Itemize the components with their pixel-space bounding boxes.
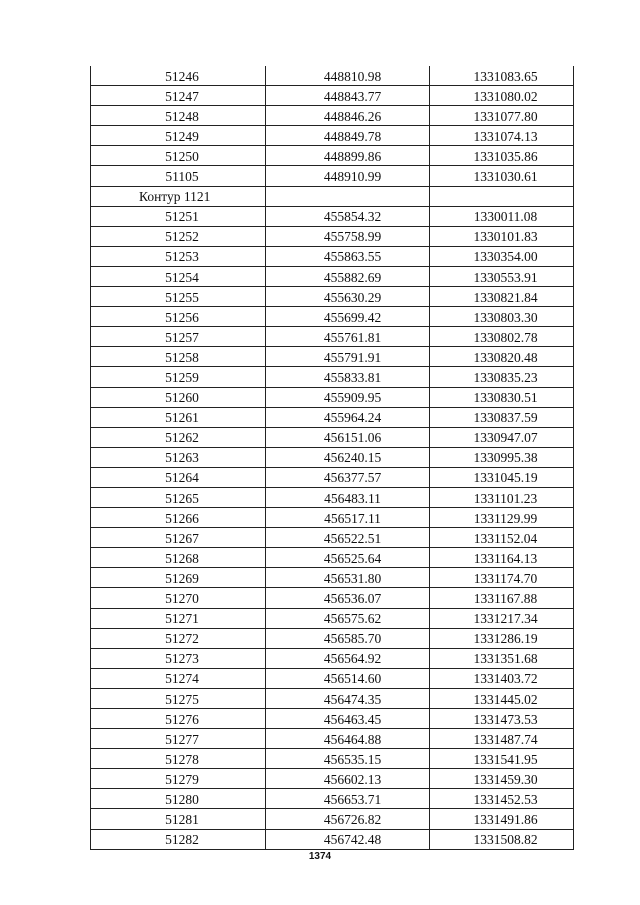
- y-coordinate-cell: 1330802.78: [429, 327, 574, 347]
- table-row: [90, 146, 574, 166]
- page-number: 1374: [308, 851, 332, 862]
- table-row: [90, 528, 574, 548]
- point-id-cell: 51276: [90, 709, 265, 729]
- point-id-cell: 51263: [90, 448, 265, 468]
- y-coordinate-cell: 1330830.51: [429, 388, 574, 408]
- table-row: [90, 488, 574, 508]
- table-row: [90, 629, 574, 649]
- point-id-cell: 51274: [90, 669, 265, 689]
- y-coordinate-cell: 1331487.74: [429, 729, 574, 749]
- table-row: [90, 729, 574, 749]
- x-coordinate-cell: 456483.11: [265, 488, 429, 508]
- point-id-cell: 51265: [90, 488, 265, 508]
- y-coordinate-cell: 1331473.53: [429, 709, 574, 729]
- x-coordinate-cell: 456602.13: [265, 769, 429, 789]
- y-coordinate-cell: 1330553.91: [429, 267, 574, 287]
- table-row: [90, 66, 574, 86]
- x-coordinate-cell: 455630.29: [265, 287, 429, 307]
- x-coordinate-cell: 456522.51: [265, 528, 429, 548]
- table-row: [90, 408, 574, 428]
- y-coordinate-cell: 1330101.83: [429, 227, 574, 247]
- x-coordinate-cell: 456742.48: [265, 830, 429, 850]
- point-id-cell: 51254: [90, 267, 265, 287]
- point-id-cell: 51248: [90, 106, 265, 126]
- x-coordinate-cell: 455909.95: [265, 388, 429, 408]
- x-coordinate-cell: 455761.81: [265, 327, 429, 347]
- y-coordinate-cell: 1331101.23: [429, 488, 574, 508]
- table-row: [90, 749, 574, 769]
- table-row: [90, 468, 574, 488]
- x-coordinate-cell: 448810.98: [265, 66, 429, 86]
- y-coordinate-cell: 1331508.82: [429, 830, 574, 850]
- y-coordinate-cell: 1330821.84: [429, 287, 574, 307]
- point-id-cell: 51252: [90, 227, 265, 247]
- y-coordinate-cell: 1331459.30: [429, 769, 574, 789]
- x-coordinate-cell: 455699.42: [265, 307, 429, 327]
- table-row: [90, 649, 574, 669]
- table-row: [90, 106, 574, 126]
- x-coordinate-cell: 455758.99: [265, 227, 429, 247]
- point-id-cell: 51275: [90, 689, 265, 709]
- point-id-cell: 51250: [90, 146, 265, 166]
- section-header-row: [90, 187, 574, 207]
- point-id-cell: 51282: [90, 830, 265, 850]
- table-row: [90, 388, 574, 408]
- point-id-cell: 51253: [90, 247, 265, 267]
- x-coordinate-cell: 456525.64: [265, 548, 429, 568]
- x-coordinate-cell: 456585.70: [265, 629, 429, 649]
- point-id-cell: 51249: [90, 126, 265, 146]
- point-id-cell: 51257: [90, 327, 265, 347]
- point-id-cell: 51256: [90, 307, 265, 327]
- y-coordinate-cell: 1330820.48: [429, 347, 574, 367]
- y-coordinate-cell: 1331077.80: [429, 106, 574, 126]
- x-coordinate-cell: 456531.80: [265, 568, 429, 588]
- point-id-cell: 51280: [90, 789, 265, 809]
- y-coordinate-cell: 1331452.53: [429, 789, 574, 809]
- table-row: [90, 327, 574, 347]
- point-id-cell: 51255: [90, 287, 265, 307]
- x-coordinate-cell: 448910.99: [265, 166, 429, 186]
- point-id-cell: 51271: [90, 609, 265, 629]
- y-coordinate-cell: 1331286.19: [429, 629, 574, 649]
- y-coordinate-cell: 1331045.19: [429, 468, 574, 488]
- table-row: [90, 809, 574, 829]
- x-coordinate-cell: 455791.91: [265, 347, 429, 367]
- table-row: [90, 307, 574, 327]
- y-coordinate-cell: 1331129.99: [429, 508, 574, 528]
- y-coordinate-cell: 1331491.86: [429, 809, 574, 829]
- point-id-cell: 51279: [90, 769, 265, 789]
- table-row: [90, 609, 574, 629]
- y-coordinate-cell: 1331035.86: [429, 146, 574, 166]
- point-id-cell: 51251: [90, 207, 265, 227]
- x-coordinate-cell: 448899.86: [265, 146, 429, 166]
- x-coordinate-cell: 456517.11: [265, 508, 429, 528]
- point-id-cell: 51260: [90, 388, 265, 408]
- point-id-cell: 51105: [90, 166, 265, 186]
- point-id-cell: 51267: [90, 528, 265, 548]
- x-coordinate-cell: 456474.35: [265, 689, 429, 709]
- point-id-cell: 51246: [90, 66, 265, 86]
- x-coordinate-cell: 448849.78: [265, 126, 429, 146]
- y-coordinate-cell: 1331167.88: [429, 588, 574, 608]
- table-row: [90, 689, 574, 709]
- x-coordinate-cell: 455882.69: [265, 267, 429, 287]
- point-id-cell: 51247: [90, 86, 265, 106]
- point-id-cell: 51270: [90, 588, 265, 608]
- y-coordinate-cell: 1331351.68: [429, 649, 574, 669]
- y-coordinate-cell: 1331074.13: [429, 126, 574, 146]
- table-row: [90, 669, 574, 689]
- point-id-cell: 51277: [90, 729, 265, 749]
- y-coordinate-cell: 1330354.00: [429, 247, 574, 267]
- y-coordinate-cell: 1330835.23: [429, 367, 574, 387]
- table-row: [90, 247, 574, 267]
- point-id-cell: 51268: [90, 548, 265, 568]
- point-id-cell: 51262: [90, 428, 265, 448]
- y-coordinate-cell: 1331541.95: [429, 749, 574, 769]
- y-coordinate-cell: 1330995.38: [429, 448, 574, 468]
- y-coordinate-cell: 1330011.08: [429, 207, 574, 227]
- x-coordinate-cell: 448843.77: [265, 86, 429, 106]
- table-row: [90, 367, 574, 387]
- x-coordinate-cell: 448846.26: [265, 106, 429, 126]
- x-coordinate-cell: 455854.32: [265, 207, 429, 227]
- point-id-cell: 51281: [90, 809, 265, 829]
- y-coordinate-cell: 1331080.02: [429, 86, 574, 106]
- point-id-cell: Контур 1121: [90, 187, 265, 207]
- y-coordinate-cell: 1330947.07: [429, 428, 574, 448]
- table-row: [90, 267, 574, 287]
- y-coordinate-cell: 1331403.72: [429, 669, 574, 689]
- y-coordinate-cell: 1331083.65: [429, 66, 574, 86]
- y-coordinate-cell: 1331152.04: [429, 528, 574, 548]
- coordinate-table: [90, 66, 574, 850]
- table-row: [90, 347, 574, 367]
- y-coordinate-cell: 1331174.70: [429, 568, 574, 588]
- x-coordinate-cell: 456535.15: [265, 749, 429, 769]
- table-row: [90, 588, 574, 608]
- x-coordinate-cell: 456514.60: [265, 669, 429, 689]
- y-coordinate-cell: 1330803.30: [429, 307, 574, 327]
- point-id-cell: 51261: [90, 408, 265, 428]
- y-coordinate-cell: [429, 187, 574, 207]
- x-coordinate-cell: 455863.55: [265, 247, 429, 267]
- point-id-cell: 51264: [90, 468, 265, 488]
- x-coordinate-cell: 456240.15: [265, 448, 429, 468]
- point-id-cell: 51278: [90, 749, 265, 769]
- table-row: [90, 428, 574, 448]
- x-coordinate-cell: 456536.07: [265, 588, 429, 608]
- table-row: [90, 508, 574, 528]
- x-coordinate-cell: 456564.92: [265, 649, 429, 669]
- x-coordinate-cell: [265, 187, 429, 207]
- point-id-cell: 51259: [90, 367, 265, 387]
- point-id-cell: 51272: [90, 629, 265, 649]
- x-coordinate-cell: 455833.81: [265, 367, 429, 387]
- table-row: [90, 207, 574, 227]
- point-id-cell: 51266: [90, 508, 265, 528]
- x-coordinate-cell: 456653.71: [265, 789, 429, 809]
- y-coordinate-cell: 1331030.61: [429, 166, 574, 186]
- point-id-cell: 51273: [90, 649, 265, 669]
- x-coordinate-cell: 456726.82: [265, 809, 429, 829]
- point-id-cell: 51269: [90, 568, 265, 588]
- table-row: [90, 568, 574, 588]
- table-row: [90, 287, 574, 307]
- y-coordinate-cell: 1331164.13: [429, 548, 574, 568]
- table-row: [90, 769, 574, 789]
- table-row: [90, 166, 574, 186]
- table-row: [90, 548, 574, 568]
- point-id-cell: 51258: [90, 347, 265, 367]
- table-row: [90, 830, 574, 850]
- y-coordinate-cell: 1331217.34: [429, 609, 574, 629]
- table-row: [90, 709, 574, 729]
- y-coordinate-cell: 1331445.02: [429, 689, 574, 709]
- table-row: [90, 126, 574, 146]
- x-coordinate-cell: 455964.24: [265, 408, 429, 428]
- x-coordinate-cell: 456377.57: [265, 468, 429, 488]
- table-row: [90, 789, 574, 809]
- table-row: [90, 227, 574, 247]
- x-coordinate-cell: 456463.45: [265, 709, 429, 729]
- x-coordinate-cell: 456575.62: [265, 609, 429, 629]
- table-row: [90, 448, 574, 468]
- table-row: [90, 86, 574, 106]
- x-coordinate-cell: 456151.06: [265, 428, 429, 448]
- y-coordinate-cell: 1330837.59: [429, 408, 574, 428]
- x-coordinate-cell: 456464.88: [265, 729, 429, 749]
